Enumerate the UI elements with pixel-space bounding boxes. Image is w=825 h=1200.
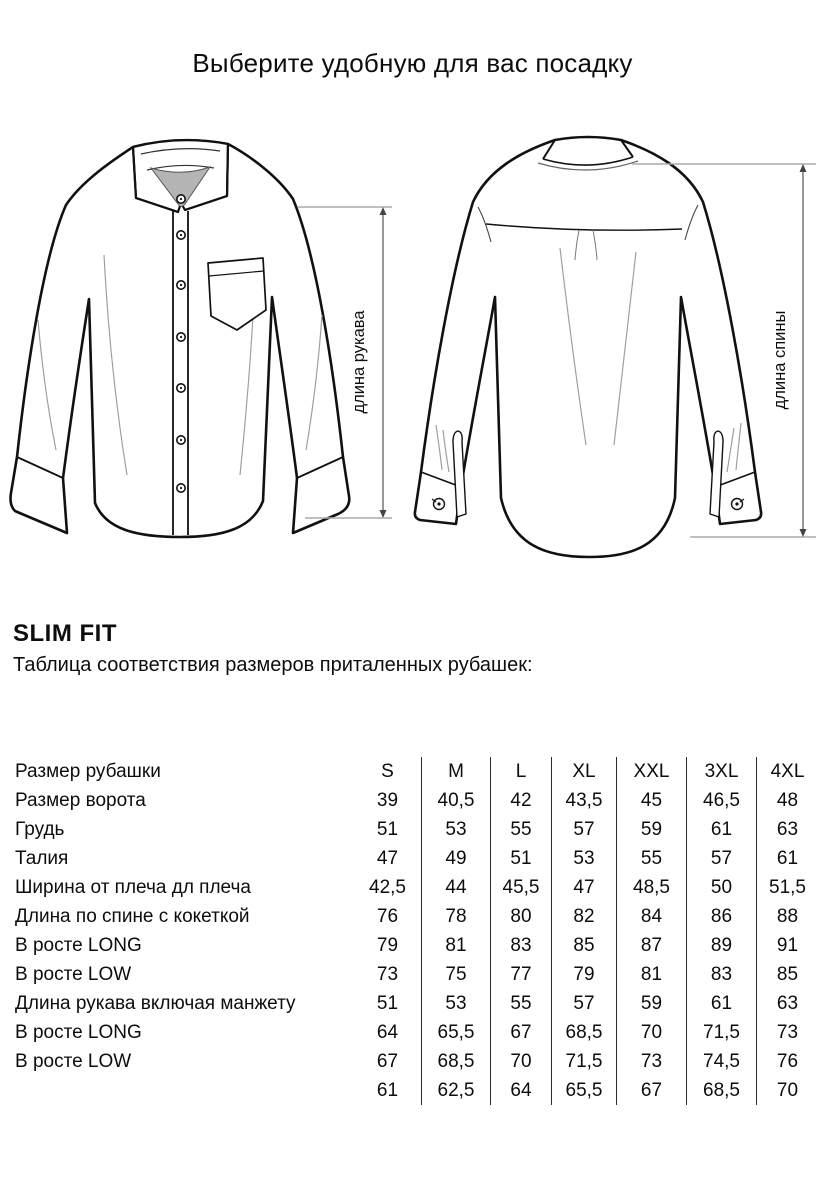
size-value-cell: 61 bbox=[686, 989, 756, 1018]
size-value-cell: 79 bbox=[551, 960, 616, 989]
size-value-cell: 64 bbox=[376, 1022, 399, 1043]
size-value-cell: 46,5 bbox=[686, 786, 756, 815]
row-label: Размер ворота bbox=[15, 790, 146, 811]
size-column-header: XL bbox=[551, 757, 616, 786]
size-value-cell: 70 bbox=[756, 1076, 818, 1105]
shirt-back-illustration bbox=[412, 120, 825, 565]
size-value-cell: 73 bbox=[376, 964, 399, 985]
size-value-cell: 83 bbox=[686, 960, 756, 989]
size-value-cell: 67 bbox=[376, 1051, 399, 1072]
size-value-cell: 59 bbox=[616, 815, 686, 844]
size-value-cell: 78 bbox=[421, 902, 490, 931]
size-value-cell: 73 bbox=[756, 1018, 818, 1047]
size-value-cell: 68,5 bbox=[551, 1018, 616, 1047]
size-value-cell: 51 bbox=[490, 844, 551, 873]
fit-heading: SLIM FIT bbox=[13, 620, 117, 647]
row-label bbox=[14, 1076, 354, 1105]
size-column-header: M bbox=[421, 757, 490, 786]
size-value-cell: 55 bbox=[490, 989, 551, 1018]
size-value-cell: 67 bbox=[490, 1018, 551, 1047]
size-value-cell: 86 bbox=[686, 902, 756, 931]
size-value-cell: 83 bbox=[490, 931, 551, 960]
row-label: В росте LOW bbox=[15, 1051, 132, 1072]
row-label: Грудь bbox=[15, 819, 65, 840]
size-value-cell: 89 bbox=[686, 931, 756, 960]
size-value-cell: 51,5 bbox=[756, 873, 818, 902]
size-value-cell: 81 bbox=[421, 931, 490, 960]
size-value-cell: 77 bbox=[490, 960, 551, 989]
size-value-cell: 85 bbox=[551, 931, 616, 960]
size-column-header: 4XL bbox=[756, 757, 818, 786]
size-value-cell: 45,5 bbox=[490, 873, 551, 902]
row-label: В росте LONG bbox=[15, 1022, 142, 1043]
size-value-cell: 74,5 bbox=[686, 1047, 756, 1076]
size-value-cell: 84 bbox=[616, 902, 686, 931]
size-value-cell: 43,5 bbox=[551, 786, 616, 815]
row-label: Длина рукава включая манжету bbox=[15, 993, 296, 1014]
table-caption: Таблица соответствия размеров приталенных рубашек: bbox=[13, 654, 533, 676]
size-value-cell: 71,5 bbox=[686, 1018, 756, 1047]
size-value-cell: 64 bbox=[490, 1076, 551, 1105]
size-value-cell: 76 bbox=[376, 906, 399, 927]
back-shirt-outline bbox=[415, 137, 761, 557]
page-title: Выберите удобную для вас посадку bbox=[192, 48, 633, 78]
size-value-cell: 68,5 bbox=[421, 1047, 490, 1076]
size-value-cell: 48 bbox=[756, 786, 818, 815]
size-value-cell: 70 bbox=[616, 1018, 686, 1047]
size-column-header: 3XL bbox=[686, 757, 756, 786]
size-value-cell: 57 bbox=[551, 815, 616, 844]
row-label: В росте LONG bbox=[15, 935, 142, 956]
row-label: В росте LOW bbox=[15, 964, 132, 985]
size-value-cell: 53 bbox=[551, 844, 616, 873]
size-value-cell: 63 bbox=[756, 989, 818, 1018]
size-value-cell: 49 bbox=[421, 844, 490, 873]
row-label: Ширина от плеча дл плеча bbox=[15, 877, 251, 898]
size-value-cell: 55 bbox=[616, 844, 686, 873]
size-value-cell: 76 bbox=[756, 1047, 818, 1076]
size-value-cell: 55 bbox=[490, 815, 551, 844]
size-value-cell: 61 bbox=[376, 1080, 399, 1101]
size-value-cell: 42 bbox=[490, 786, 551, 815]
size-value-cell: 57 bbox=[551, 989, 616, 1018]
size-value-cell: 67 bbox=[616, 1076, 686, 1105]
size-value-cell: 44 bbox=[421, 873, 490, 902]
size-value-cell: 40,5 bbox=[421, 786, 490, 815]
size-column-header: S bbox=[381, 761, 394, 782]
size-value-cell: 47 bbox=[551, 873, 616, 902]
size-value-cell: 50 bbox=[686, 873, 756, 902]
size-value-cell: 70 bbox=[490, 1047, 551, 1076]
size-value-cell: 47 bbox=[376, 848, 399, 869]
size-value-cell: 85 bbox=[756, 960, 818, 989]
size-value-cell: 88 bbox=[756, 902, 818, 931]
size-value-cell: 51 bbox=[376, 993, 399, 1014]
size-column-header: L bbox=[490, 757, 551, 786]
size-value-cell: 79 bbox=[376, 935, 399, 956]
size-value-cell: 91 bbox=[756, 931, 818, 960]
size-value-cell: 68,5 bbox=[686, 1076, 756, 1105]
size-value-cell: 45 bbox=[616, 786, 686, 815]
sleeve-length-label: длина рукава bbox=[350, 310, 368, 414]
row-label: Талия bbox=[15, 848, 69, 869]
size-value-cell: 80 bbox=[490, 902, 551, 931]
size-value-cell: 61 bbox=[686, 815, 756, 844]
size-value-cell: 82 bbox=[551, 902, 616, 931]
size-value-cell: 59 bbox=[616, 989, 686, 1018]
size-value-cell: 81 bbox=[616, 960, 686, 989]
size-table bbox=[14, 757, 818, 1105]
size-value-cell: 65,5 bbox=[421, 1018, 490, 1047]
size-column-header: XXL bbox=[616, 757, 686, 786]
shirt-front-figure bbox=[0, 120, 412, 570]
size-value-cell: 51 bbox=[376, 819, 399, 840]
size-value-cell: 62,5 bbox=[421, 1076, 490, 1105]
size-value-cell: 57 bbox=[686, 844, 756, 873]
size-value-cell: 53 bbox=[421, 815, 490, 844]
size-value-cell: 75 bbox=[421, 960, 490, 989]
size-value-cell: 39 bbox=[376, 790, 399, 811]
size-value-cell: 53 bbox=[421, 989, 490, 1018]
header-label: Размер рубашки bbox=[15, 761, 161, 782]
back-length-label: длина спины bbox=[771, 310, 789, 410]
size-value-cell: 61 bbox=[756, 844, 818, 873]
size-value-cell: 71,5 bbox=[551, 1047, 616, 1076]
size-value-cell: 63 bbox=[756, 815, 818, 844]
shirt-back-figure bbox=[412, 120, 825, 570]
size-value-cell: 73 bbox=[616, 1047, 686, 1076]
row-label: Длина по спине с кокеткой bbox=[15, 906, 250, 927]
size-value-cell: 65,5 bbox=[551, 1076, 616, 1105]
size-value-cell: 87 bbox=[616, 931, 686, 960]
shirt-front-illustration bbox=[0, 120, 412, 565]
size-value-cell: 42,5 bbox=[369, 877, 406, 898]
size-value-cell: 48,5 bbox=[616, 873, 686, 902]
